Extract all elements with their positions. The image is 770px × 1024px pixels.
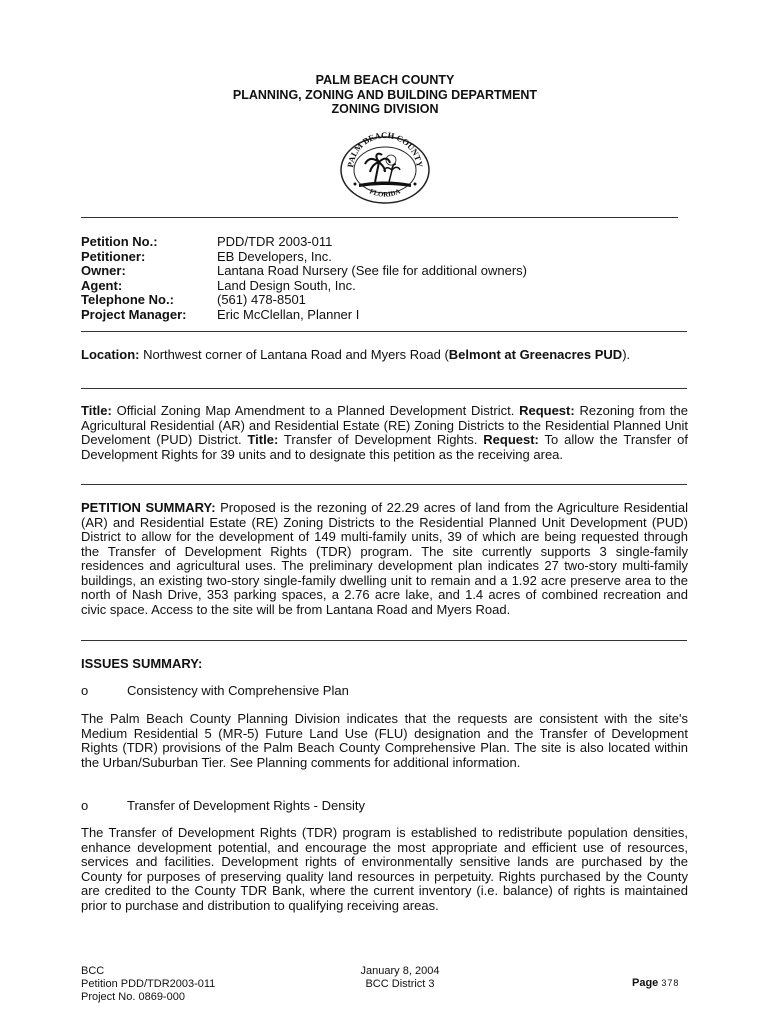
footer-date: January 8, 2004 bbox=[360, 965, 440, 977]
location-label: Location: bbox=[81, 347, 140, 362]
footer-left bbox=[81, 965, 215, 1004]
footer-district: BCC District 3 bbox=[365, 978, 435, 990]
header-divider bbox=[81, 217, 678, 218]
detail-value: Land Design South, Inc. bbox=[217, 277, 356, 293]
bullet-mark: o bbox=[81, 683, 89, 698]
detail-label: Owner: bbox=[81, 263, 126, 278]
issue-item bbox=[81, 684, 349, 699]
title2-text: Transfer of Development Rights. bbox=[278, 432, 484, 447]
detail-value: EB Developers, Inc. bbox=[217, 248, 332, 264]
bullet-mark: o bbox=[81, 798, 89, 813]
title2-label: Title: bbox=[247, 432, 279, 447]
page-label: Page bbox=[632, 977, 659, 989]
department-name: PLANNING, ZONING AND BUILDING DEPARTMENT bbox=[232, 88, 538, 102]
page-number-value: 378 bbox=[661, 978, 680, 988]
location-end: ). bbox=[622, 347, 631, 362]
detail-value: PDD/TDR 2003-011 bbox=[217, 234, 333, 249]
detail-row bbox=[81, 235, 527, 250]
petition-summary-paragraph bbox=[81, 501, 688, 617]
request2-label: Request: bbox=[483, 432, 539, 447]
seal-top-text: PALM BEACH COUNTY bbox=[345, 132, 425, 169]
detail-value: Lantana Road Nursery (See file for additional owners) bbox=[217, 263, 528, 278]
location-paragraph bbox=[81, 348, 688, 363]
footer-board: BCC bbox=[81, 965, 105, 977]
detail-label: Project Manager: bbox=[81, 306, 187, 322]
detail-label: Petitioner: bbox=[81, 248, 146, 264]
request-label: Request: bbox=[519, 403, 575, 418]
section-divider bbox=[81, 640, 687, 641]
issue-item bbox=[81, 799, 365, 814]
issue-item-label: Consistency with Comprehensive Plan bbox=[127, 683, 349, 698]
tdr-paragraph: The Transfer of Development Rights (TDR) program is established to redistribute population densities, enhance development potential, and encourage the most appropriate and efficient use of resources, services and facilities. Development rights of environmentally sensitive lands are purchased by the County for purposes of preserving quality land resources in perpetuity. Rights purchased by the County are credited to the County TDR Bank, where the current inventory (i.e. balance) of rights is maintained prior to purchase and distribution to qualifying receiving areas. bbox=[81, 825, 688, 913]
location-text: Northwest corner of Lantana Road and Myers Road ( bbox=[139, 347, 449, 362]
footer-project: Project No. 0869-000 bbox=[81, 991, 185, 1003]
detail-row bbox=[81, 279, 527, 294]
issue-item-label: Transfer of Development Rights - Density bbox=[127, 798, 365, 813]
footer-petition: Petition PDD/TDR2003-011 bbox=[81, 978, 216, 990]
consistency-paragraph: The Palm Beach County Planning Division indicates that the requests are consistent with the site's Medium Residential 5 (MR-5) Future Land Use (FLU) designation and the Transfer of Development Rights (TDR) provisions of the Palm Beach County Comprehensive Plan. The site is also located within the Urban/Suburban Tier. See Planning comments for additional information. bbox=[81, 711, 688, 770]
petition-summary-text: Proposed is the rezoning of 22.29 acres of land from the Agriculture Residential (AR) and Residential Estate (RE) Zoning Districts to the Residential Planned Unit Development (PUD) District to allow for the development of 149 multi-family units, 39 of which are being requested through the Transfer of Development Rights (TDR) program. The site currently supports 3 single-family residences and agricultural uses. The preliminary development plan indicates 27 two-story multi-family buildings, an existing two-story single-family dwelling unit to remain and a 1.92 acre preserve area to the north of Nash Drive, 353 parking spaces, a 2.76 acre lake, and 1.4 acres of combined recreation and civic space. Access to the site will be from Lantana Road and Myers Road. bbox=[81, 500, 688, 617]
title-text: Official Zoning Map Amendment to a Planned Development District. bbox=[111, 403, 520, 418]
detail-row bbox=[81, 250, 527, 265]
section-divider bbox=[81, 388, 687, 389]
detail-row bbox=[81, 264, 527, 279]
petition-details bbox=[81, 235, 527, 322]
title-request-paragraph bbox=[81, 404, 688, 462]
footer-center bbox=[330, 965, 470, 991]
division-name: ZONING DIVISION bbox=[331, 102, 439, 116]
request-text: Rezoning from the Agricultural Residential (AR) and Residential Estate (RE) Zoning Districts to the Residential Planned Unit Develoment (PUD) District. bbox=[81, 403, 688, 447]
issues-summary-heading: ISSUES SUMMARY: bbox=[81, 656, 203, 671]
title-label: Title: bbox=[81, 403, 112, 418]
detail-label: Telephone No.: bbox=[81, 292, 174, 307]
request2-text: To allow the Transfer of Development Rights for 39 units and to designate this petition as the receiving area. bbox=[81, 432, 689, 462]
agency-name: PALM BEACH COUNTY bbox=[315, 73, 455, 87]
detail-row bbox=[81, 293, 527, 308]
page-number bbox=[632, 977, 679, 990]
detail-label: Agent: bbox=[81, 277, 123, 293]
project-name: Belmont at Greenacres PUD bbox=[448, 347, 623, 362]
detail-row bbox=[81, 308, 527, 323]
seal-bottom-text: FLORIDA bbox=[368, 187, 402, 199]
detail-value: Eric McClellan, Planner I bbox=[217, 306, 360, 322]
section-divider bbox=[81, 484, 687, 485]
section-divider bbox=[81, 331, 687, 332]
county-seal-logo bbox=[335, 132, 435, 204]
petition-summary-label: PETITION SUMMARY: bbox=[81, 500, 216, 515]
detail-label: Petition No.: bbox=[81, 234, 158, 249]
detail-value: (561) 478-8501 bbox=[217, 292, 306, 307]
